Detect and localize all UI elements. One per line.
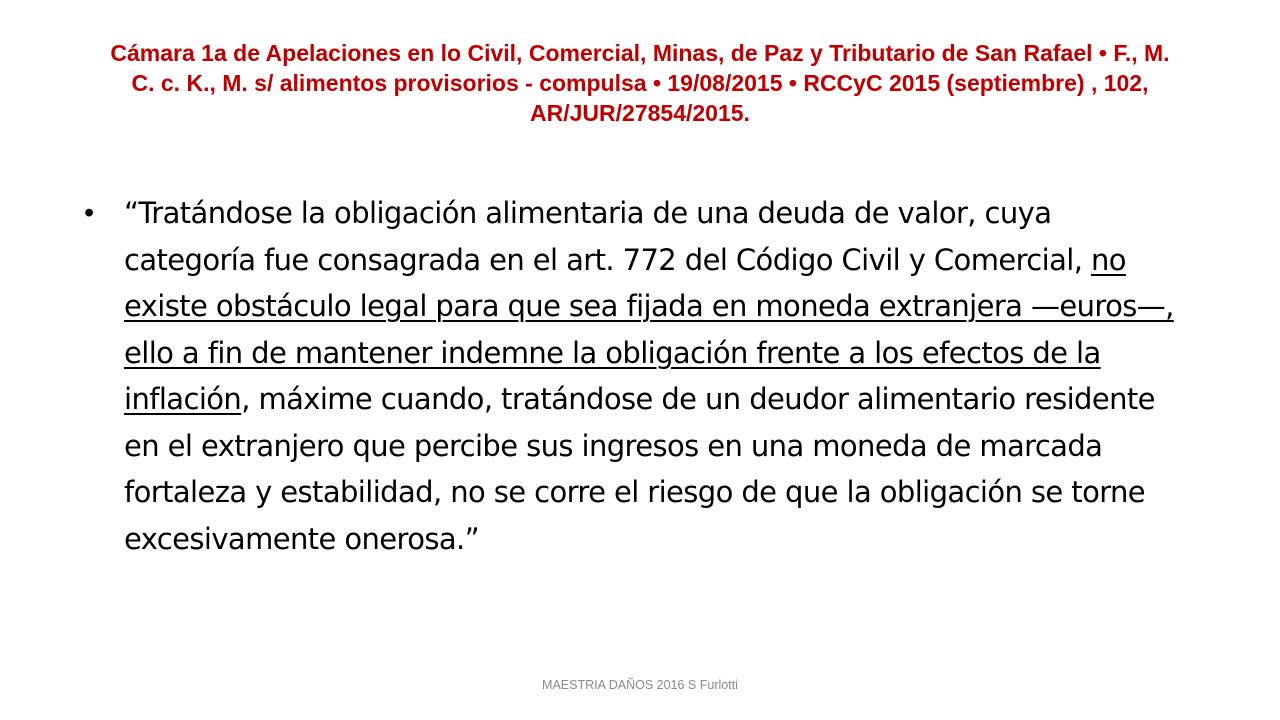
slide-title: Cámara 1a de Apelaciones en lo Civil, Comercial, Minas, de Paz y Tributario de San Rafael • F., M. C. c. K., M. s/ alimentos provisorios - compulsa • 19/08/2015 • RCCyC 2015 (septiembre) , 102, AR/JUR/27854/2015. — [110, 40, 1170, 126]
list-item — [84, 190, 1184, 562]
quote-text-end: , máxime cuando, tratándose de un deudor alimentario residente en el extranjero que percibe sus ingresos en una moneda de marcada fortaleza y estabilidad, no se corre el riesgo de que la obligación se torne excesivamente onerosa.” — [124, 382, 1155, 556]
bullet-icon: • — [84, 197, 94, 229]
content-list — [84, 190, 1184, 562]
quote-text-start: “Tratándose la obligación alimentaria de una deuda de valor, cuya categoría fue consagrada en el art. 772 del Código Civil y Comercial, — [124, 196, 1091, 277]
quote-text-underlined: no existe obstáculo legal para que sea fijada en moneda extranjera —euros—, ello a fin de mantener indemne la obligación frente a los efectos de la inflación — [124, 242, 1174, 416]
slide-footer: MAESTRIA DAÑOS 2016 S Furlotti — [542, 678, 738, 692]
